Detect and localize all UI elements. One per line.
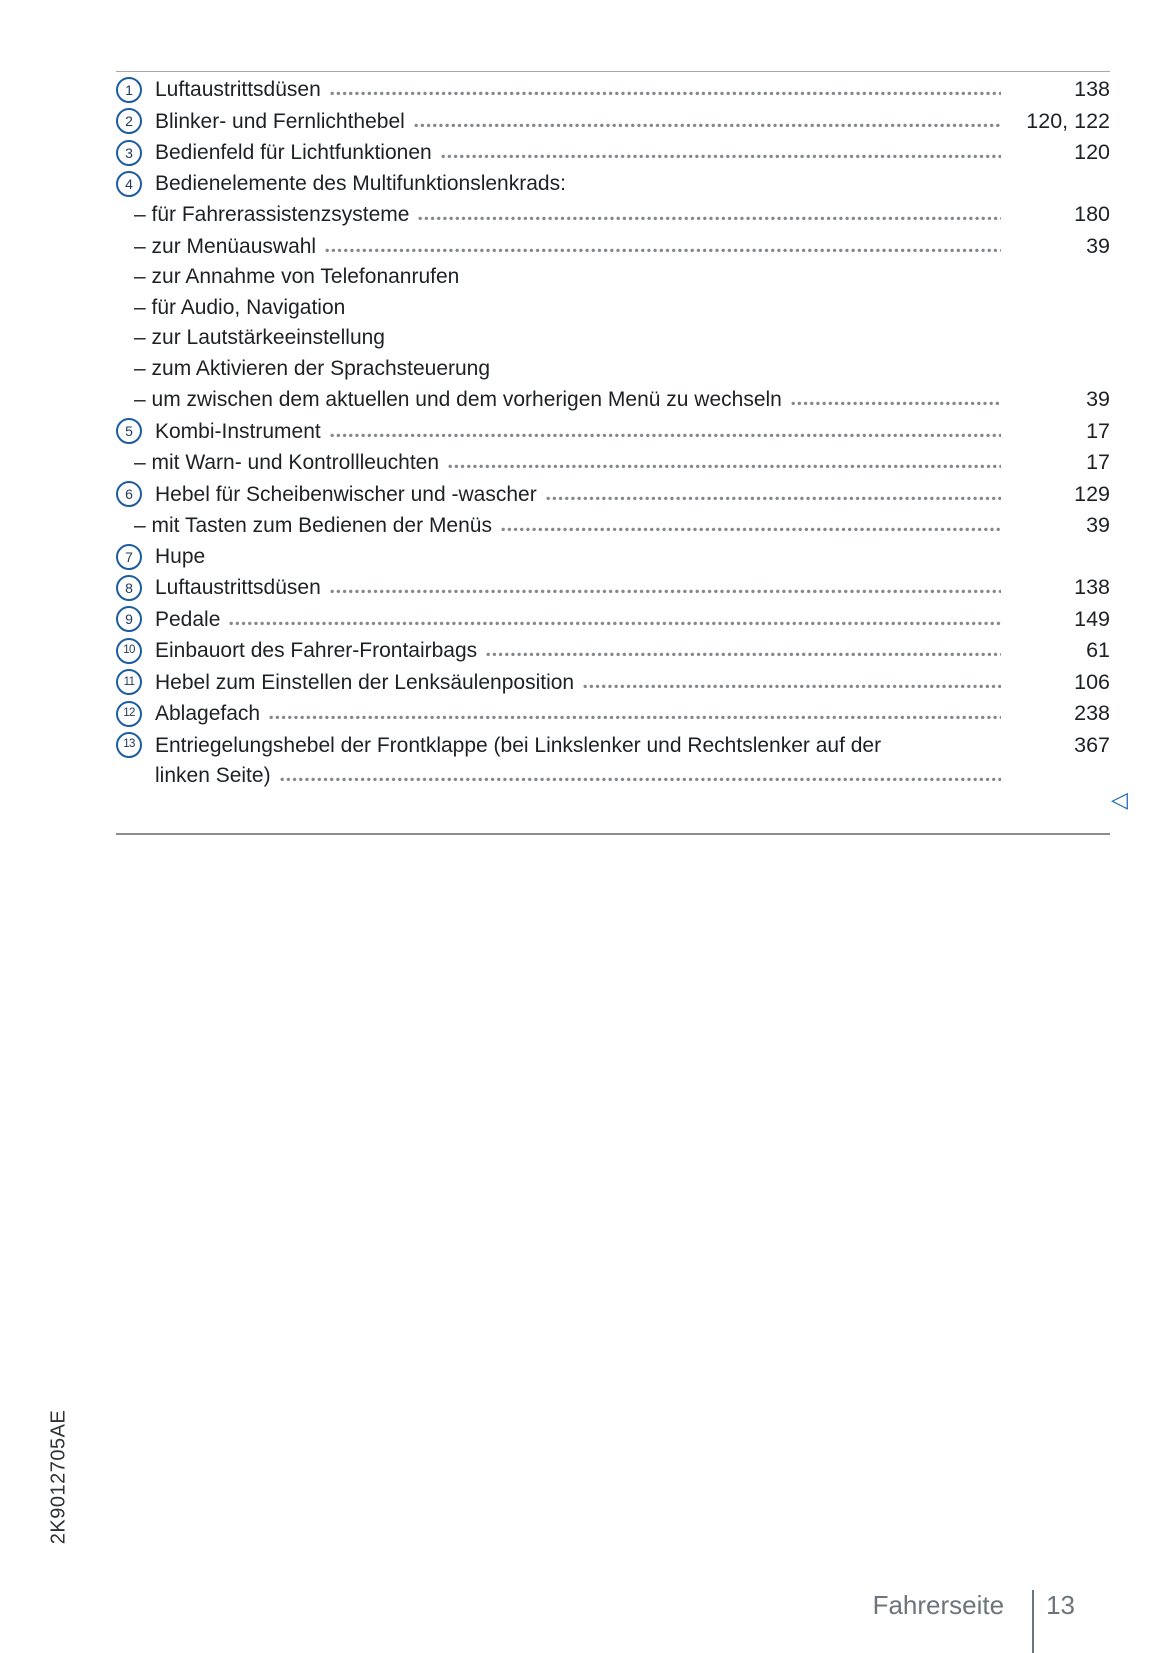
item-label: – für Audio, Navigation — [134, 295, 346, 319]
dotted-leader — [418, 215, 1001, 221]
back-arrow-icon: ◁ — [1111, 787, 1128, 812]
item-label: Hupe — [155, 544, 206, 568]
footer-page-number: 13 — [1046, 1590, 1075, 1620]
table-of-contents — [116, 71, 1110, 835]
footer-section-label: Fahrerseite — [872, 1590, 1005, 1620]
toc-row — [116, 604, 1110, 636]
dotted-leader — [414, 122, 1001, 128]
dotted-leader — [486, 651, 1001, 657]
item-page-number: 61 — [1086, 638, 1110, 662]
item-page-number: 17 — [1086, 450, 1110, 474]
item-number: 3 — [125, 144, 133, 161]
item-label: – zur Lautstärkeeinstellung — [134, 326, 385, 349]
dotted-leader — [583, 683, 1001, 689]
item-number-column — [116, 418, 155, 444]
toc-row — [116, 572, 1110, 604]
item-page-number: 367 — [1074, 732, 1110, 757]
item-number-badge — [116, 701, 142, 727]
item-number-column — [116, 108, 155, 134]
item-number-badge — [116, 171, 142, 197]
page-footer — [873, 1590, 1075, 1653]
toc-row — [116, 384, 1110, 416]
toc-row — [116, 231, 1110, 263]
item-number-badge — [116, 606, 142, 632]
item-number: 7 — [125, 548, 133, 565]
item-label: – um zwischen dem aktuellen und dem vorherigen Menü zu wechseln — [134, 388, 782, 411]
dotted-leader — [448, 463, 1001, 469]
item-page-number: 39 — [1086, 513, 1110, 537]
toc-row — [116, 698, 1110, 730]
item-page-number: 149 — [1074, 606, 1110, 631]
item-label: – für Fahrerassistenzsysteme — [134, 203, 410, 226]
dotted-leader — [330, 432, 1001, 438]
toc-row — [116, 293, 1110, 324]
toc-row — [116, 447, 1110, 479]
item-number-badge — [116, 575, 142, 601]
item-page-number: 238 — [1074, 701, 1110, 725]
toc-row — [116, 323, 1110, 354]
item-number-column — [116, 638, 155, 664]
toc-row — [116, 262, 1110, 293]
item-label: – mit Tasten zum Bedienen der Menüs — [134, 514, 492, 537]
item-number: 10 — [123, 644, 135, 656]
item-number: 4 — [125, 175, 133, 192]
item-number-column — [116, 171, 155, 197]
item-number: 12 — [123, 707, 135, 719]
document-code-vertical: 2K9012705AE — [47, 1409, 70, 1545]
toc-row — [116, 106, 1110, 138]
item-label: Hebel zum Einstellen der Lenksäulenposition — [155, 670, 575, 694]
item-page-number: 129 — [1074, 481, 1110, 506]
item-number-badge — [116, 481, 142, 507]
toc-row — [116, 667, 1110, 699]
item-page-number: 106 — [1074, 669, 1110, 694]
item-number-badge — [116, 669, 142, 695]
item-label: Blinker- und Fernlichthebel — [155, 109, 405, 133]
item-number-column — [116, 544, 155, 570]
item-label: Einbauort des Fahrer-Frontairbags — [155, 639, 478, 662]
item-number-badge — [116, 140, 142, 166]
item-number: 8 — [125, 579, 133, 596]
dotted-leader — [546, 495, 1001, 501]
toc-row — [116, 169, 1110, 200]
item-number: 13 — [123, 737, 135, 750]
dotted-leader — [791, 400, 1001, 406]
toc-row — [116, 354, 1110, 385]
item-number: 2 — [125, 113, 133, 130]
item-number: 9 — [125, 611, 133, 628]
item-number-column — [116, 481, 155, 507]
dotted-leader — [330, 588, 1001, 594]
item-label: Pedale — [155, 607, 221, 631]
item-page-number: 138 — [1074, 77, 1110, 101]
item-label: Bedienfeld für Lichtfunktionen — [155, 141, 432, 164]
item-page-number: 120, 122 — [1026, 108, 1110, 133]
item-number-badge — [116, 732, 142, 758]
item-page-number: 39 — [1086, 233, 1110, 258]
item-label: Luftaustrittsdüsen — [155, 576, 321, 599]
item-label: Ablagefach — [155, 702, 261, 725]
item-label: Bedienelemente des Multifunktionslenkrads: — [155, 171, 566, 195]
item-number-badge — [116, 418, 142, 444]
dotted-leader — [501, 526, 1001, 532]
item-number: 1 — [125, 81, 133, 98]
dotted-leader — [269, 714, 1001, 720]
item-label: Hebel für Scheibenwischer und -wascher — [155, 482, 537, 506]
item-label-line2: linken Seite) — [155, 764, 271, 787]
item-number-column — [116, 575, 155, 601]
item-number-column — [116, 669, 155, 695]
dotted-leader — [280, 776, 1001, 782]
item-label: Kombi-Instrument — [155, 419, 321, 443]
item-page-number: 17 — [1086, 418, 1110, 443]
item-page-number: 120 — [1074, 140, 1110, 164]
item-number-column — [116, 732, 155, 758]
item-number-badge — [116, 77, 142, 103]
toc-row — [116, 510, 1110, 542]
toc-row — [116, 199, 1110, 231]
item-label: Luftaustrittsdüsen — [155, 78, 321, 101]
item-page-number: 180 — [1074, 202, 1110, 226]
item-label: – zur Menüauswahl — [134, 234, 317, 258]
item-number-column — [116, 701, 155, 727]
item-number-badge — [116, 638, 142, 664]
dotted-leader — [325, 247, 1001, 253]
toc-row — [116, 730, 1110, 792]
item-page-number: 39 — [1086, 387, 1110, 411]
dotted-leader — [441, 153, 1001, 159]
item-number: 11 — [123, 675, 135, 688]
item-label: – zum Aktivieren der Sprachsteuerung — [134, 356, 491, 380]
item-number: 5 — [125, 423, 133, 440]
toc-row — [116, 416, 1110, 448]
item-label: – zur Annahme von Telefonanrufen — [134, 265, 460, 288]
dotted-leader — [229, 620, 1001, 626]
item-page-number: 138 — [1074, 575, 1110, 599]
toc-row — [116, 635, 1110, 667]
item-number-column — [116, 77, 155, 103]
item-number-column — [116, 140, 155, 166]
item-number-column — [116, 606, 155, 632]
item-label: Entriegelungshebel der Frontklappe (bei Linkslenker und Rechtslenker auf der — [155, 733, 882, 757]
footer-divider — [1032, 1590, 1034, 1653]
toc-row — [116, 74, 1110, 106]
item-number: 6 — [125, 486, 133, 503]
dotted-leader — [330, 90, 1001, 96]
item-number-badge — [116, 108, 142, 134]
toc-row — [116, 137, 1110, 169]
toc-row — [116, 479, 1110, 511]
item-label: – mit Warn- und Kontrollleuchten — [134, 451, 440, 474]
item-number-badge — [116, 544, 142, 570]
toc-row — [116, 542, 1110, 573]
